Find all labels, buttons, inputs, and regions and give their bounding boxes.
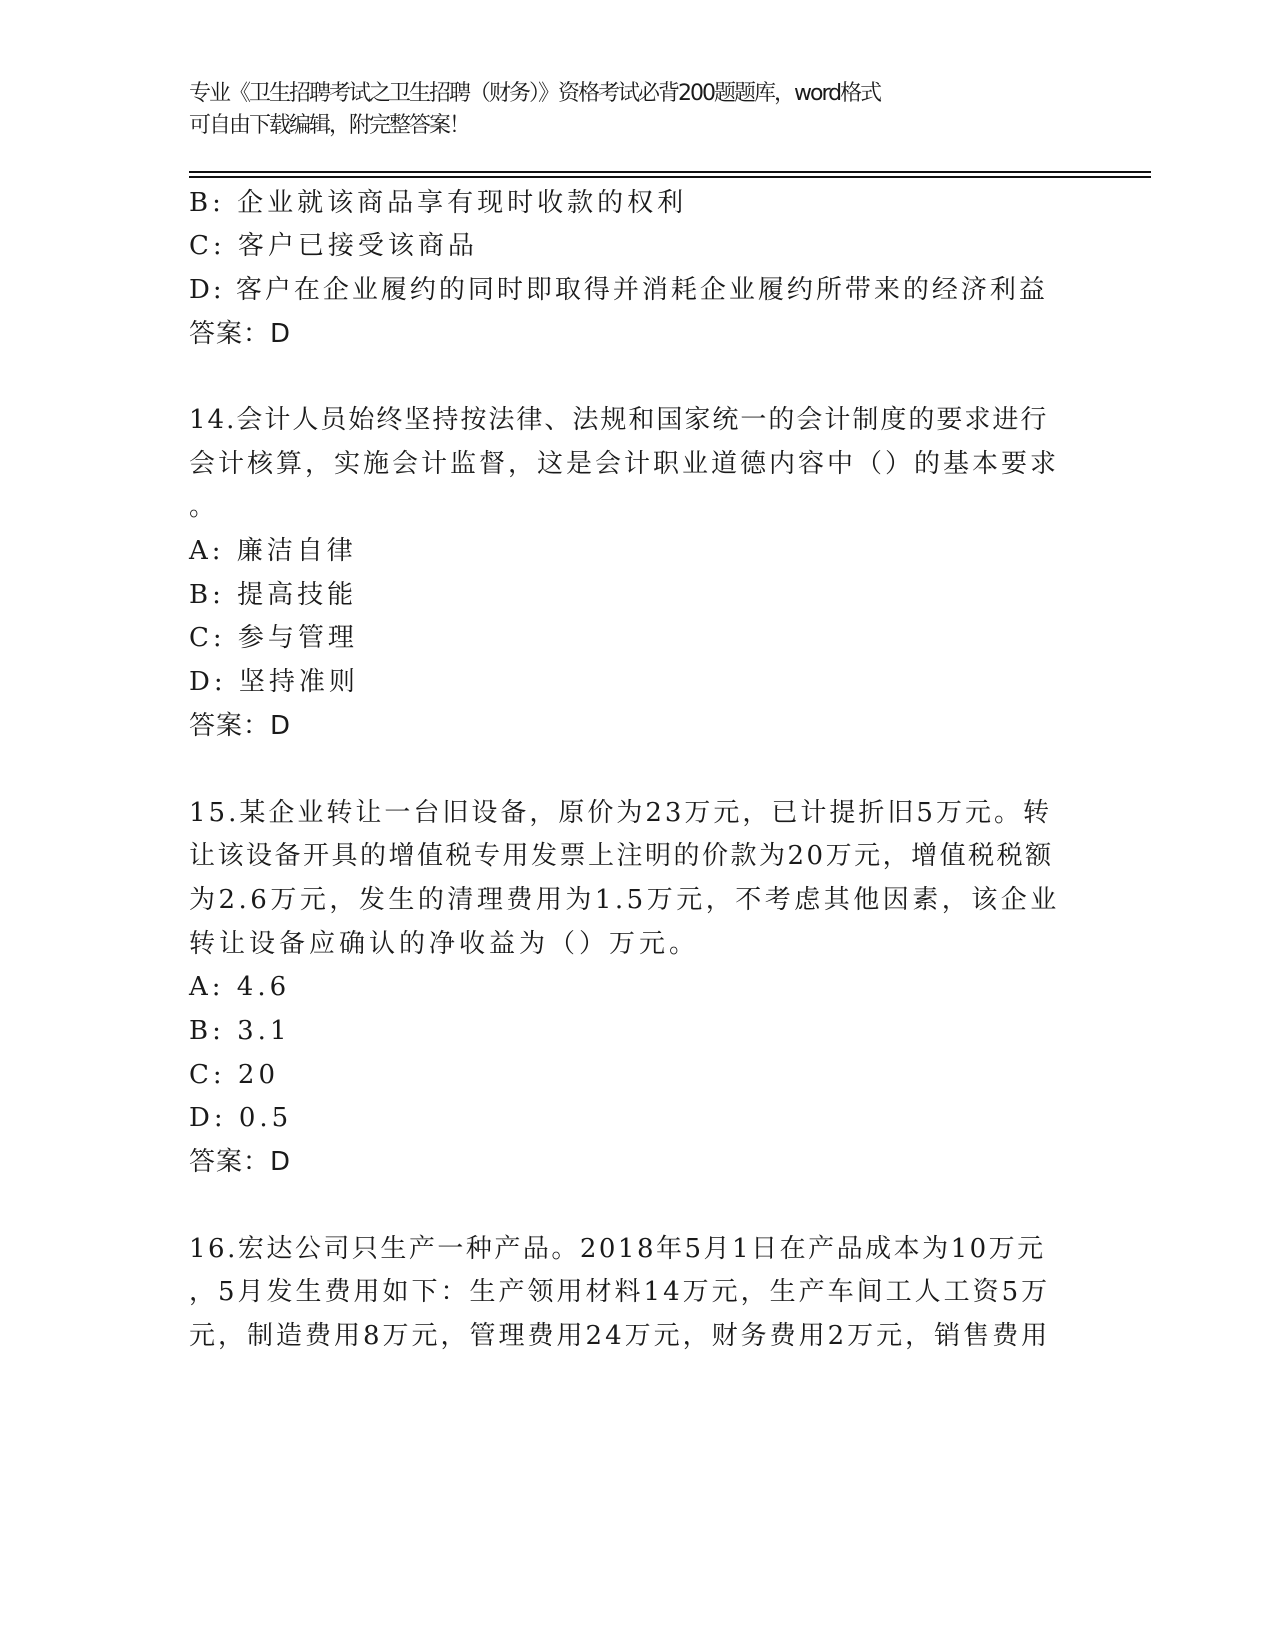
q15-answer: 答案：D — [189, 1147, 292, 1177]
q14-option-d: D: 坚持准则 — [189, 667, 359, 697]
q15-option-d: D: 0.5 — [189, 1103, 293, 1133]
q15-option-c: C: 20 — [189, 1060, 280, 1090]
prev-option-d: D: 客户在企业履约的同时即取得并消耗企业履约所带来的经济利益 — [189, 275, 1048, 305]
header-rule-bottom — [189, 176, 1151, 178]
document-title-line-2: 可自由下载编辑，附完整答案！ — [189, 113, 470, 138]
prev-answer: 答案：D — [189, 319, 292, 349]
q15-stem-line-3: 为2.6万元，发生的清理费用为1.5万元，不考虑其他因素，该企业 — [189, 885, 1060, 915]
q14-stem-line-3: 。 — [189, 492, 220, 522]
q14-stem-line-2: 会计核算，实施会计监督，这是会计职业道德内容中（）的基本要求 — [189, 449, 1060, 479]
prev-option-b: B: 企业就该商品享有现时收款的权利 — [189, 188, 688, 218]
q15-option-b: B: 3.1 — [189, 1016, 291, 1046]
q15-stem-line-4: 转让设备应确认的净收益为（）万元。 — [189, 929, 700, 959]
q16-stem-line-2: ，5月发生费用如下：生产领用材料14万元，生产车间工人工资5万 — [189, 1277, 1051, 1307]
q15-option-a: A: 4.6 — [189, 972, 291, 1002]
q15-stem-line-1: 15.某企业转让一台旧设备，原价为23万元，已计提折旧5万元。转 — [189, 798, 1052, 828]
q15-stem-line-2: 让该设备开具的增值税专用发票上注明的价款为20万元，增值税税额 — [189, 841, 1054, 871]
q14-answer: 答案：D — [189, 711, 292, 741]
q14-stem-line-1: 14.会计人员始终坚持按法律、法规和国家统一的会计制度的要求进行 — [189, 405, 1049, 435]
q14-option-c: C: 参与管理 — [189, 623, 358, 653]
q16-stem-line-1: 16.宏达公司只生产一种产品。2018年5月1日在产品成本为10万元 — [189, 1234, 1046, 1264]
prev-option-c: C: 客户已接受该商品 — [189, 231, 478, 261]
header-rule-top — [189, 171, 1151, 173]
q14-option-b: B: 提高技能 — [189, 580, 358, 610]
document-title-line-1: 专业《卫生招聘考试之卫生招聘（财务）》资格考试必背200题题库，word格式 — [189, 81, 881, 106]
q16-stem-line-3: 元，制造费用8万元，管理费用24万元，财务费用2万元，销售费用 — [189, 1321, 1051, 1351]
q14-option-a: A: 廉洁自律 — [189, 536, 357, 566]
